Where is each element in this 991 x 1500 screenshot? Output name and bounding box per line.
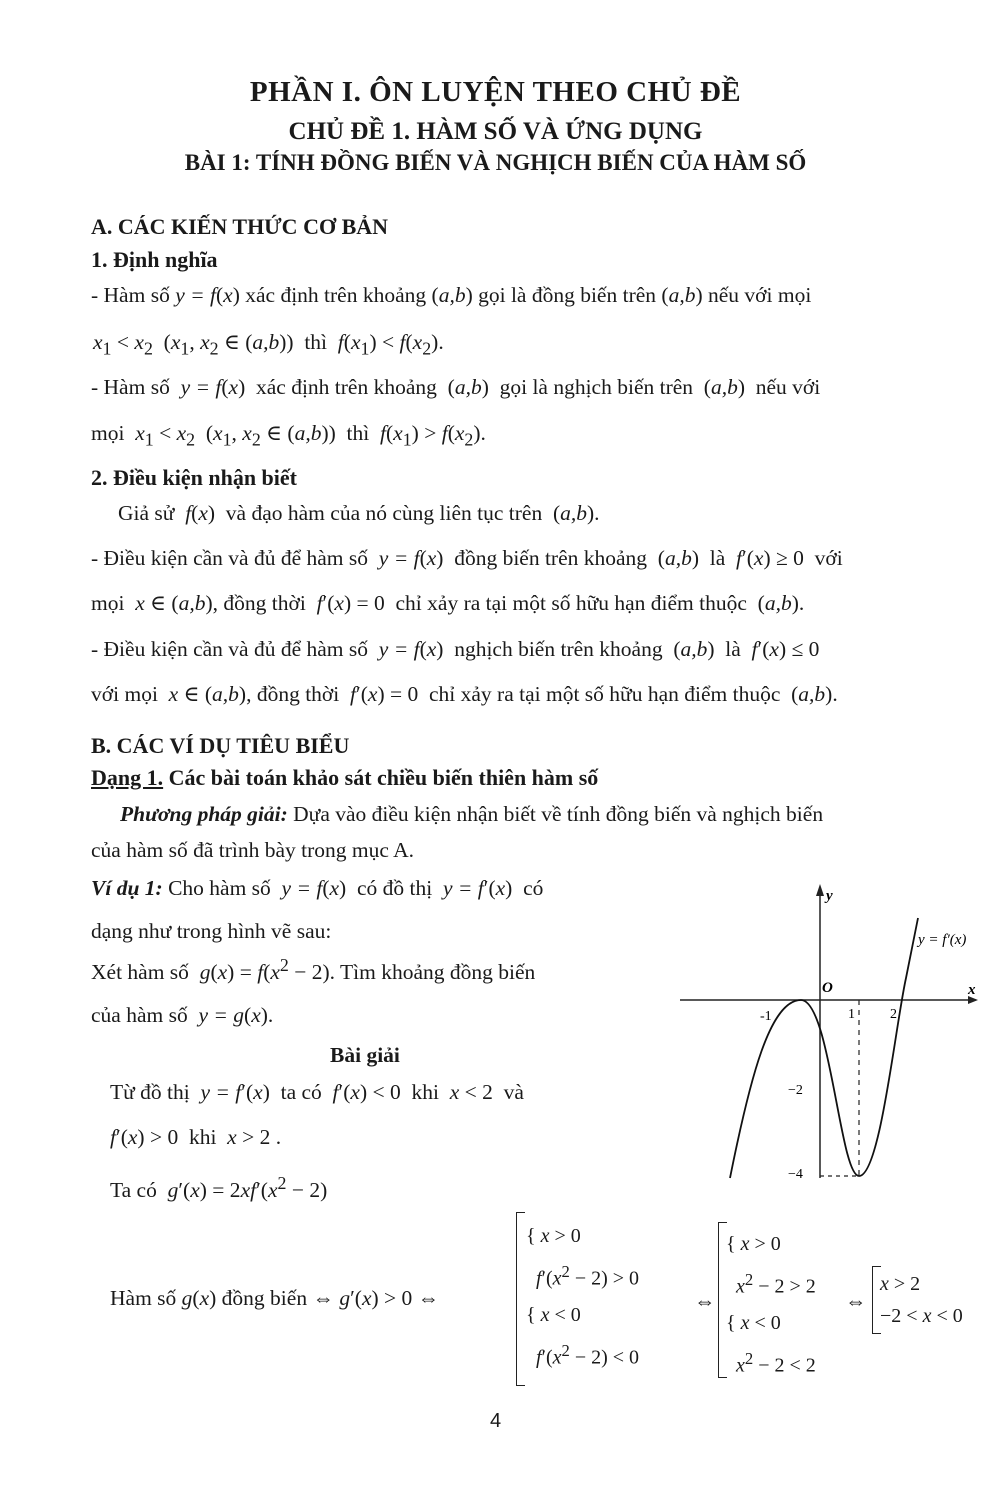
y-axis-arrow <box>816 884 824 896</box>
solution-line-3: Ta có $g'(x) = 2xf'(x^2 - 2)$ <box>110 1173 328 1203</box>
topic-heading: CHỦ ĐỀ 1. HÀM SỐ VÀ ỨNG DỤNG <box>288 118 703 145</box>
method-label: Phương pháp giải: <box>120 802 288 826</box>
tick-neg4: −4 <box>788 1167 803 1182</box>
example-line-1: Ví dụ 1: Cho hàm số y = f(x) có đồ thị y = f′(x) có <box>91 876 544 900</box>
condition-line-1: Giả sử f(x) và đạo hàm của nó cùng liên tục trên (a,b). <box>118 501 600 525</box>
definition-line-1: - Hàm số y = f(x) xác định trên khoảng (a,b) gọi là đồng biến trên (a,b) nếu với mọi <box>91 283 812 307</box>
dang-1-text: Các bài toán khảo sát chiều biến thiên hàm số <box>163 765 599 790</box>
example-line-3: Xét hàm số $g(x) = f(x^2 - 2)$. Tìm khoảng đồng biến <box>91 955 536 985</box>
dang-1-heading <box>91 767 598 789</box>
method-text: Dựa vào điều kiện nhận biết về tính đồng biến và nghịch biến <box>287 802 824 826</box>
system-bracket-1 <box>516 1212 525 1386</box>
method-line-2: của hàm số đã trình bày trong mục A. <box>91 838 415 862</box>
section-a-title: A. CÁC KIẾN THỨC CƠ BẢN <box>91 214 389 239</box>
condition-line-2: - Điều kiện cần và đủ để hàm số y = f(x) đồng biến trên khoảng (a,b) là f′(x) ≥ 0 với <box>91 546 843 570</box>
condition-line-3: mọi x ∈ (a,b), đồng thời f′(x) = 0 chỉ xảy ra tại một số hữu hạn điểm thuộc (a,b). <box>91 591 805 615</box>
tick-1: 1 <box>848 1007 855 1022</box>
solution-line-2: f′(x) > 0 khi x > 2 . <box>110 1125 282 1149</box>
derivative-graph <box>680 878 980 1198</box>
equivalence-lead: Hàm số g(x) đồng biến ⇔ g′(x) > 0 ⇔ <box>110 1286 440 1310</box>
condition-line-5: với mọi x ∈ (a,b), đồng thời f′(x) = 0 chỉ xảy ra tại một số hữu hạn điểm thuộc (a,b). <box>91 682 838 706</box>
definition-line-2: $x_1 < x_2$ ($x_1$, $x_2$ ∈ (a,b)) thì $f(x_1) < f(x_2)$. <box>93 330 444 359</box>
definition-line-3: - Hàm số y = f(x) xác định trên khoảng (a,b) gọi là nghịch biến trên (a,b) nếu với <box>91 375 821 399</box>
solution-title: Bài giải <box>330 1043 400 1067</box>
equiv-symbol-2: ⇔ <box>694 1289 716 1313</box>
tick-neg1: -1 <box>760 1009 772 1024</box>
tick-neg2: −2 <box>788 1083 803 1098</box>
dang-1-label: Dạng 1. <box>91 765 164 790</box>
example-line-4: của hàm số y = g(x). <box>91 1003 274 1027</box>
tick-2: 2 <box>890 1007 897 1022</box>
page-number: 4 <box>489 1410 502 1432</box>
section-b-title: B. CÁC VÍ DỤ TIÊU BIỂU <box>91 733 350 758</box>
example-line-2: dạng như trong hình vẽ sau: <box>91 919 332 943</box>
definition-line-4: mọi $x_1 < x_2$ ($x_1$, $x_2$ ∈ (a,b)) thì $f(x_1) > f(x_2)$. <box>91 421 486 450</box>
x-axis-label: x <box>968 982 976 998</box>
definition-title: 1. Định nghĩa <box>91 247 218 272</box>
lesson-heading: BÀI 1: TÍNH ĐỒNG BIẾN VÀ NGHỊCH BIẾN CỦA HÀM SỐ <box>184 150 807 175</box>
curve-label: y = f′(x) <box>918 932 967 948</box>
example-label: Ví dụ 1: <box>91 876 163 900</box>
part-heading: PHẦN I. ÔN LUYỆN THEO CHỦ ĐỀ <box>249 76 742 108</box>
equiv-symbol-3: ⇔ <box>845 1289 867 1313</box>
result-system: x > 2 −2 < x < 0 <box>880 1273 963 1327</box>
solution-line-1: Từ đồ thị y = f′(x) ta có f′(x) < 0 khi x < 2 và <box>110 1080 524 1104</box>
system-2: { x > 0 $x^2 - 2 > 2$ { x < 0 $x^2 - 2 < 2$ <box>726 1233 816 1377</box>
method-line-1 <box>120 804 823 826</box>
derivative-curve <box>730 918 918 1178</box>
condition-title: 2. Điều kiện nhận biết <box>91 465 297 490</box>
system-1: { x > 0 $f'(x^2 - 2) > 0$ { x < 0 $f'(x^2 - 2) < 0$ <box>526 1225 640 1369</box>
y-axis-label: y <box>826 888 833 904</box>
origin-label: O <box>822 980 833 996</box>
condition-line-4: - Điều kiện cần và đủ để hàm số y = f(x) nghịch biến trên khoảng (a,b) là f′(x) ≤ 0 <box>91 637 820 661</box>
